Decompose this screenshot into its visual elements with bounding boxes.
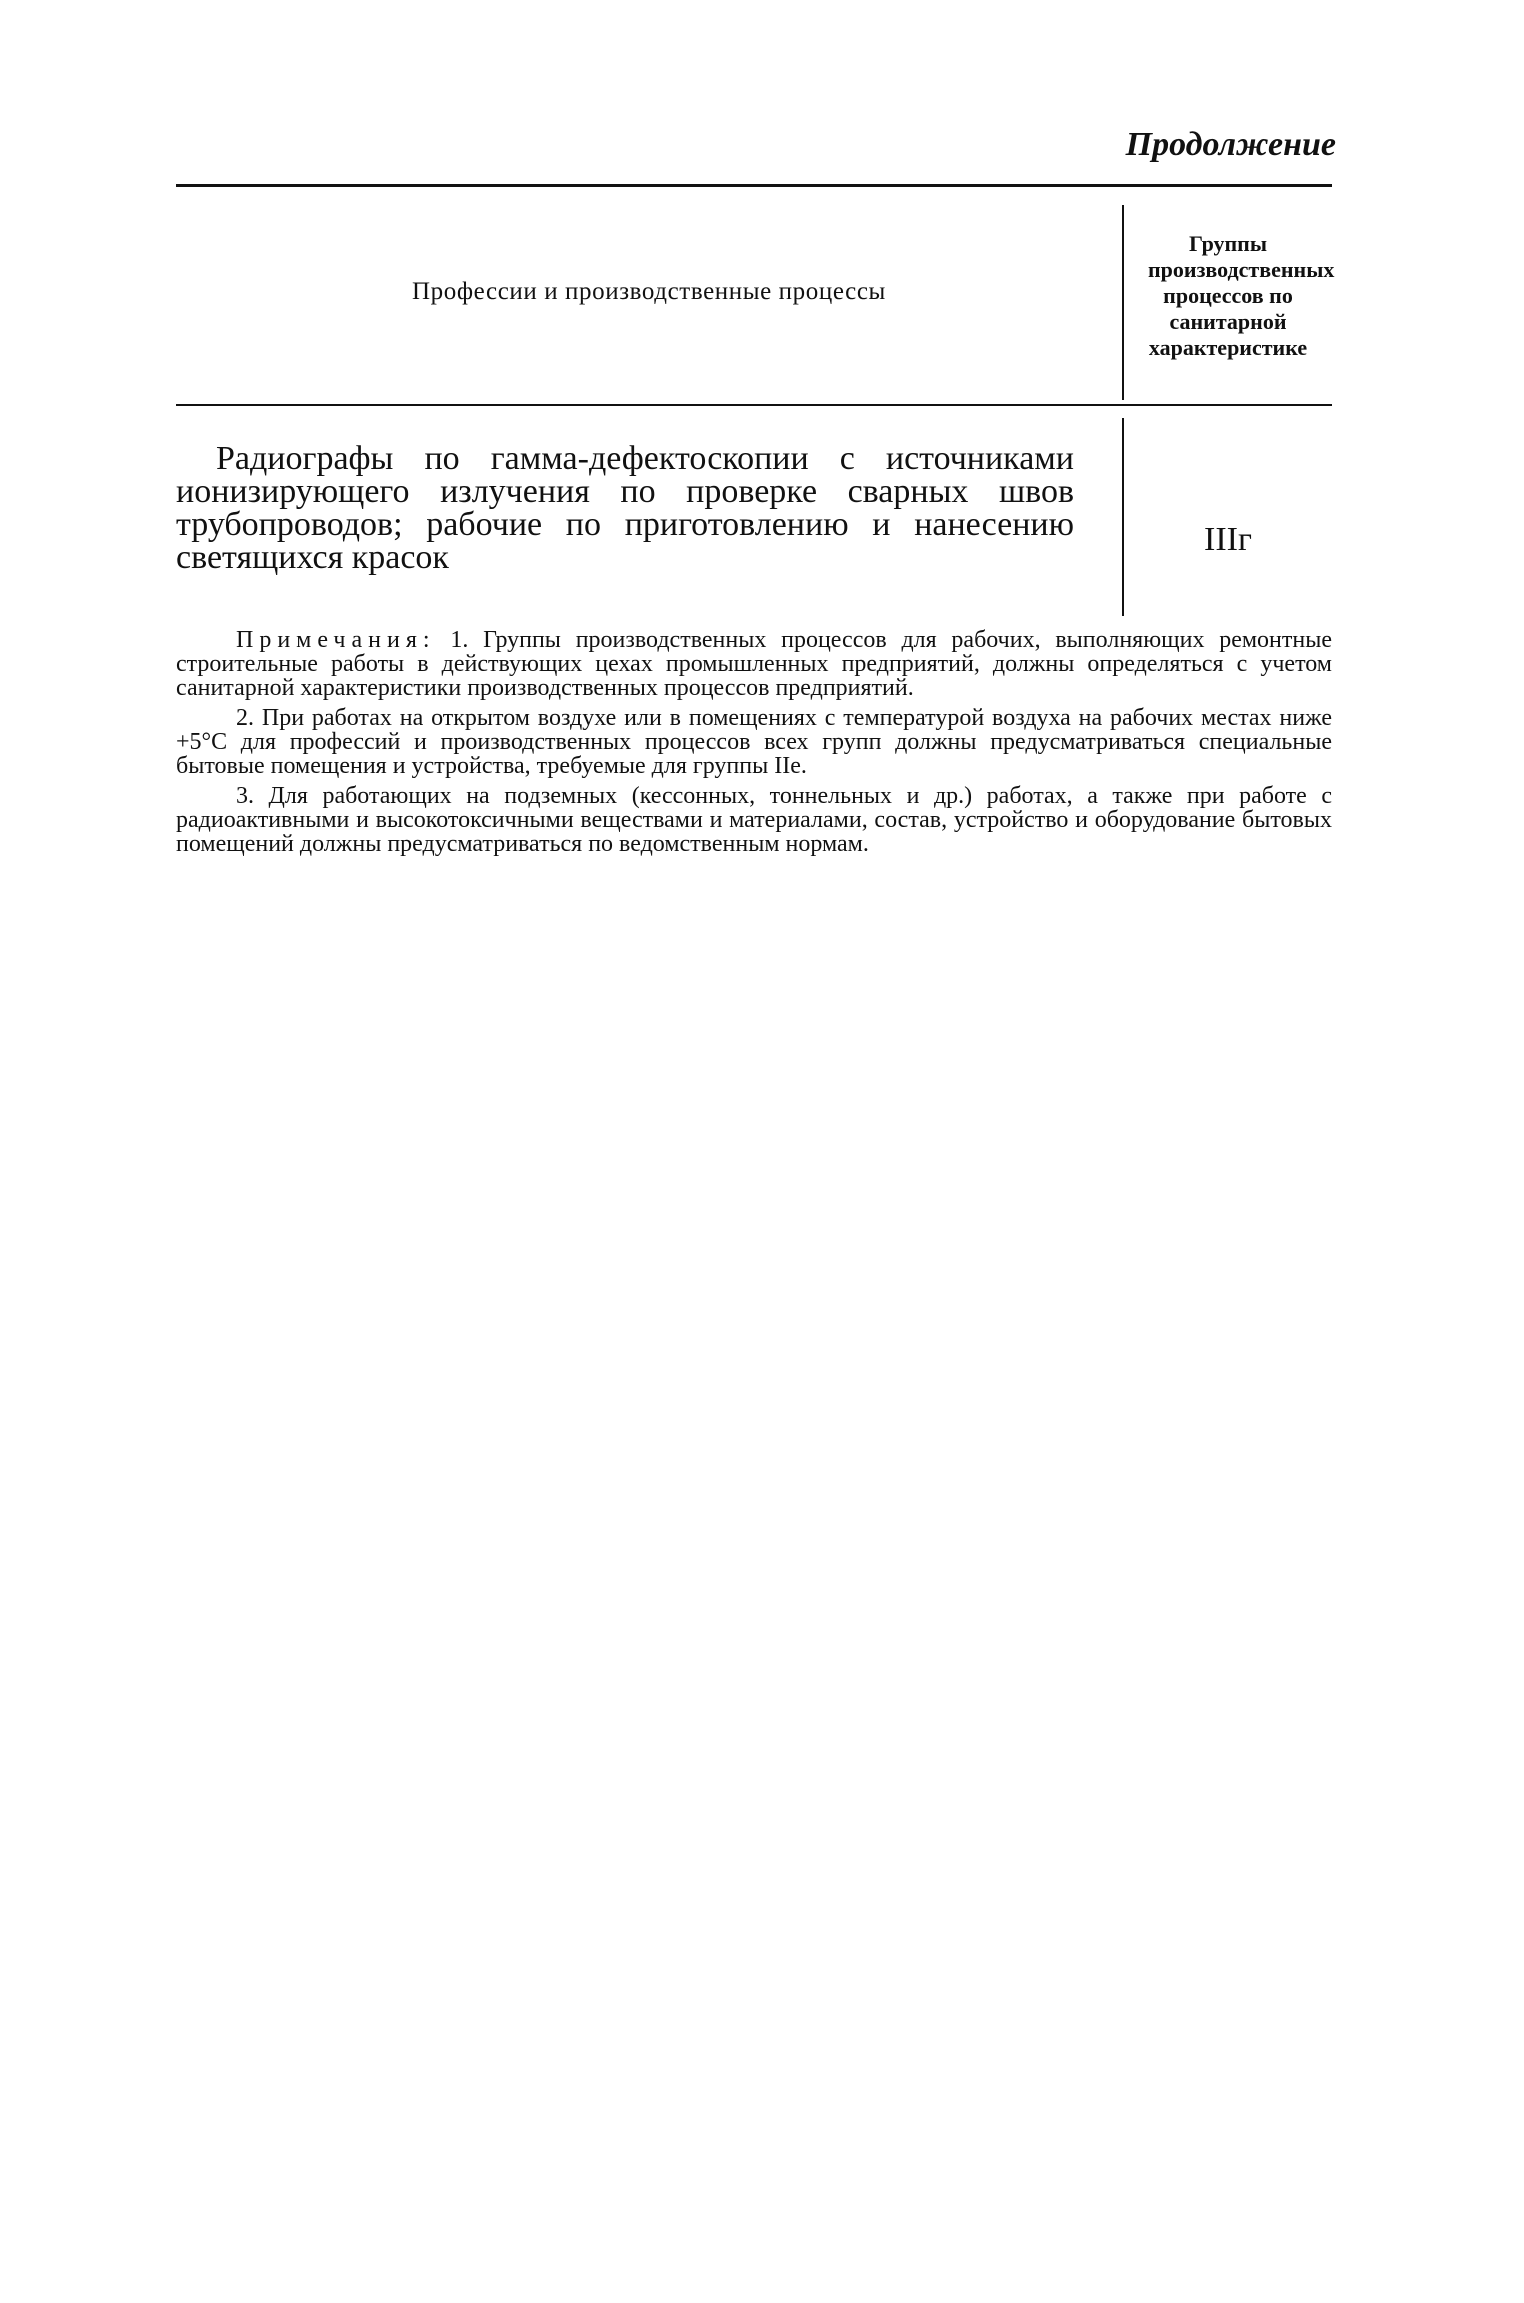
header-groups-text: Группы производственных процессов по санитарной характеристике — [1148, 230, 1335, 360]
row-profession: Радиографы по гамма-дефектоскопии с источниками ионизирующего излучения по проверке сварных швов трубопроводов; рабочие по приготовлению и нанесению светящихся красок — [176, 440, 1074, 576]
header-groups — [1124, 187, 1335, 404]
professions-table — [176, 184, 1335, 616]
table-header-row — [176, 187, 1335, 404]
header-professions: Профессии и производственные процессы — [412, 277, 886, 305]
notes-section — [176, 628, 1332, 862]
note-2: 2. При работах на открытом воздухе или в помещениях с температурой воздуха на рабочих местах ниже +5°С для профессий и производственных процессов всех групп должны предусматриваться специальные бытовые помещения и устройства, требуемые для группы IIе. — [176, 705, 1332, 779]
row-group-cell — [1124, 406, 1332, 616]
note-3: 3. Для работающих на подземных (кессонных, тоннельных и др.) работах, а также при работе с радиоактивными и высокотоксичными веществами и материалами, состав, устройство и оборудование бытовых помещений должны предусматриваться по ведомственным нормам. — [176, 783, 1332, 857]
notes-title: Примечания: — [236, 627, 436, 653]
note-1-text: 1. Группы производственных процессов для рабочих, выполняющих ремонтные строительные работы в действующих цехах промышленных предприятий, должны определяться с учетом санитарной характеристики производственных процессов предприятий. — [176, 627, 1333, 701]
continuation-label: Продолжение — [1125, 126, 1336, 163]
table-row — [176, 406, 1332, 616]
row-group: IIIг — [1204, 521, 1252, 558]
note-1 — [176, 628, 1332, 700]
